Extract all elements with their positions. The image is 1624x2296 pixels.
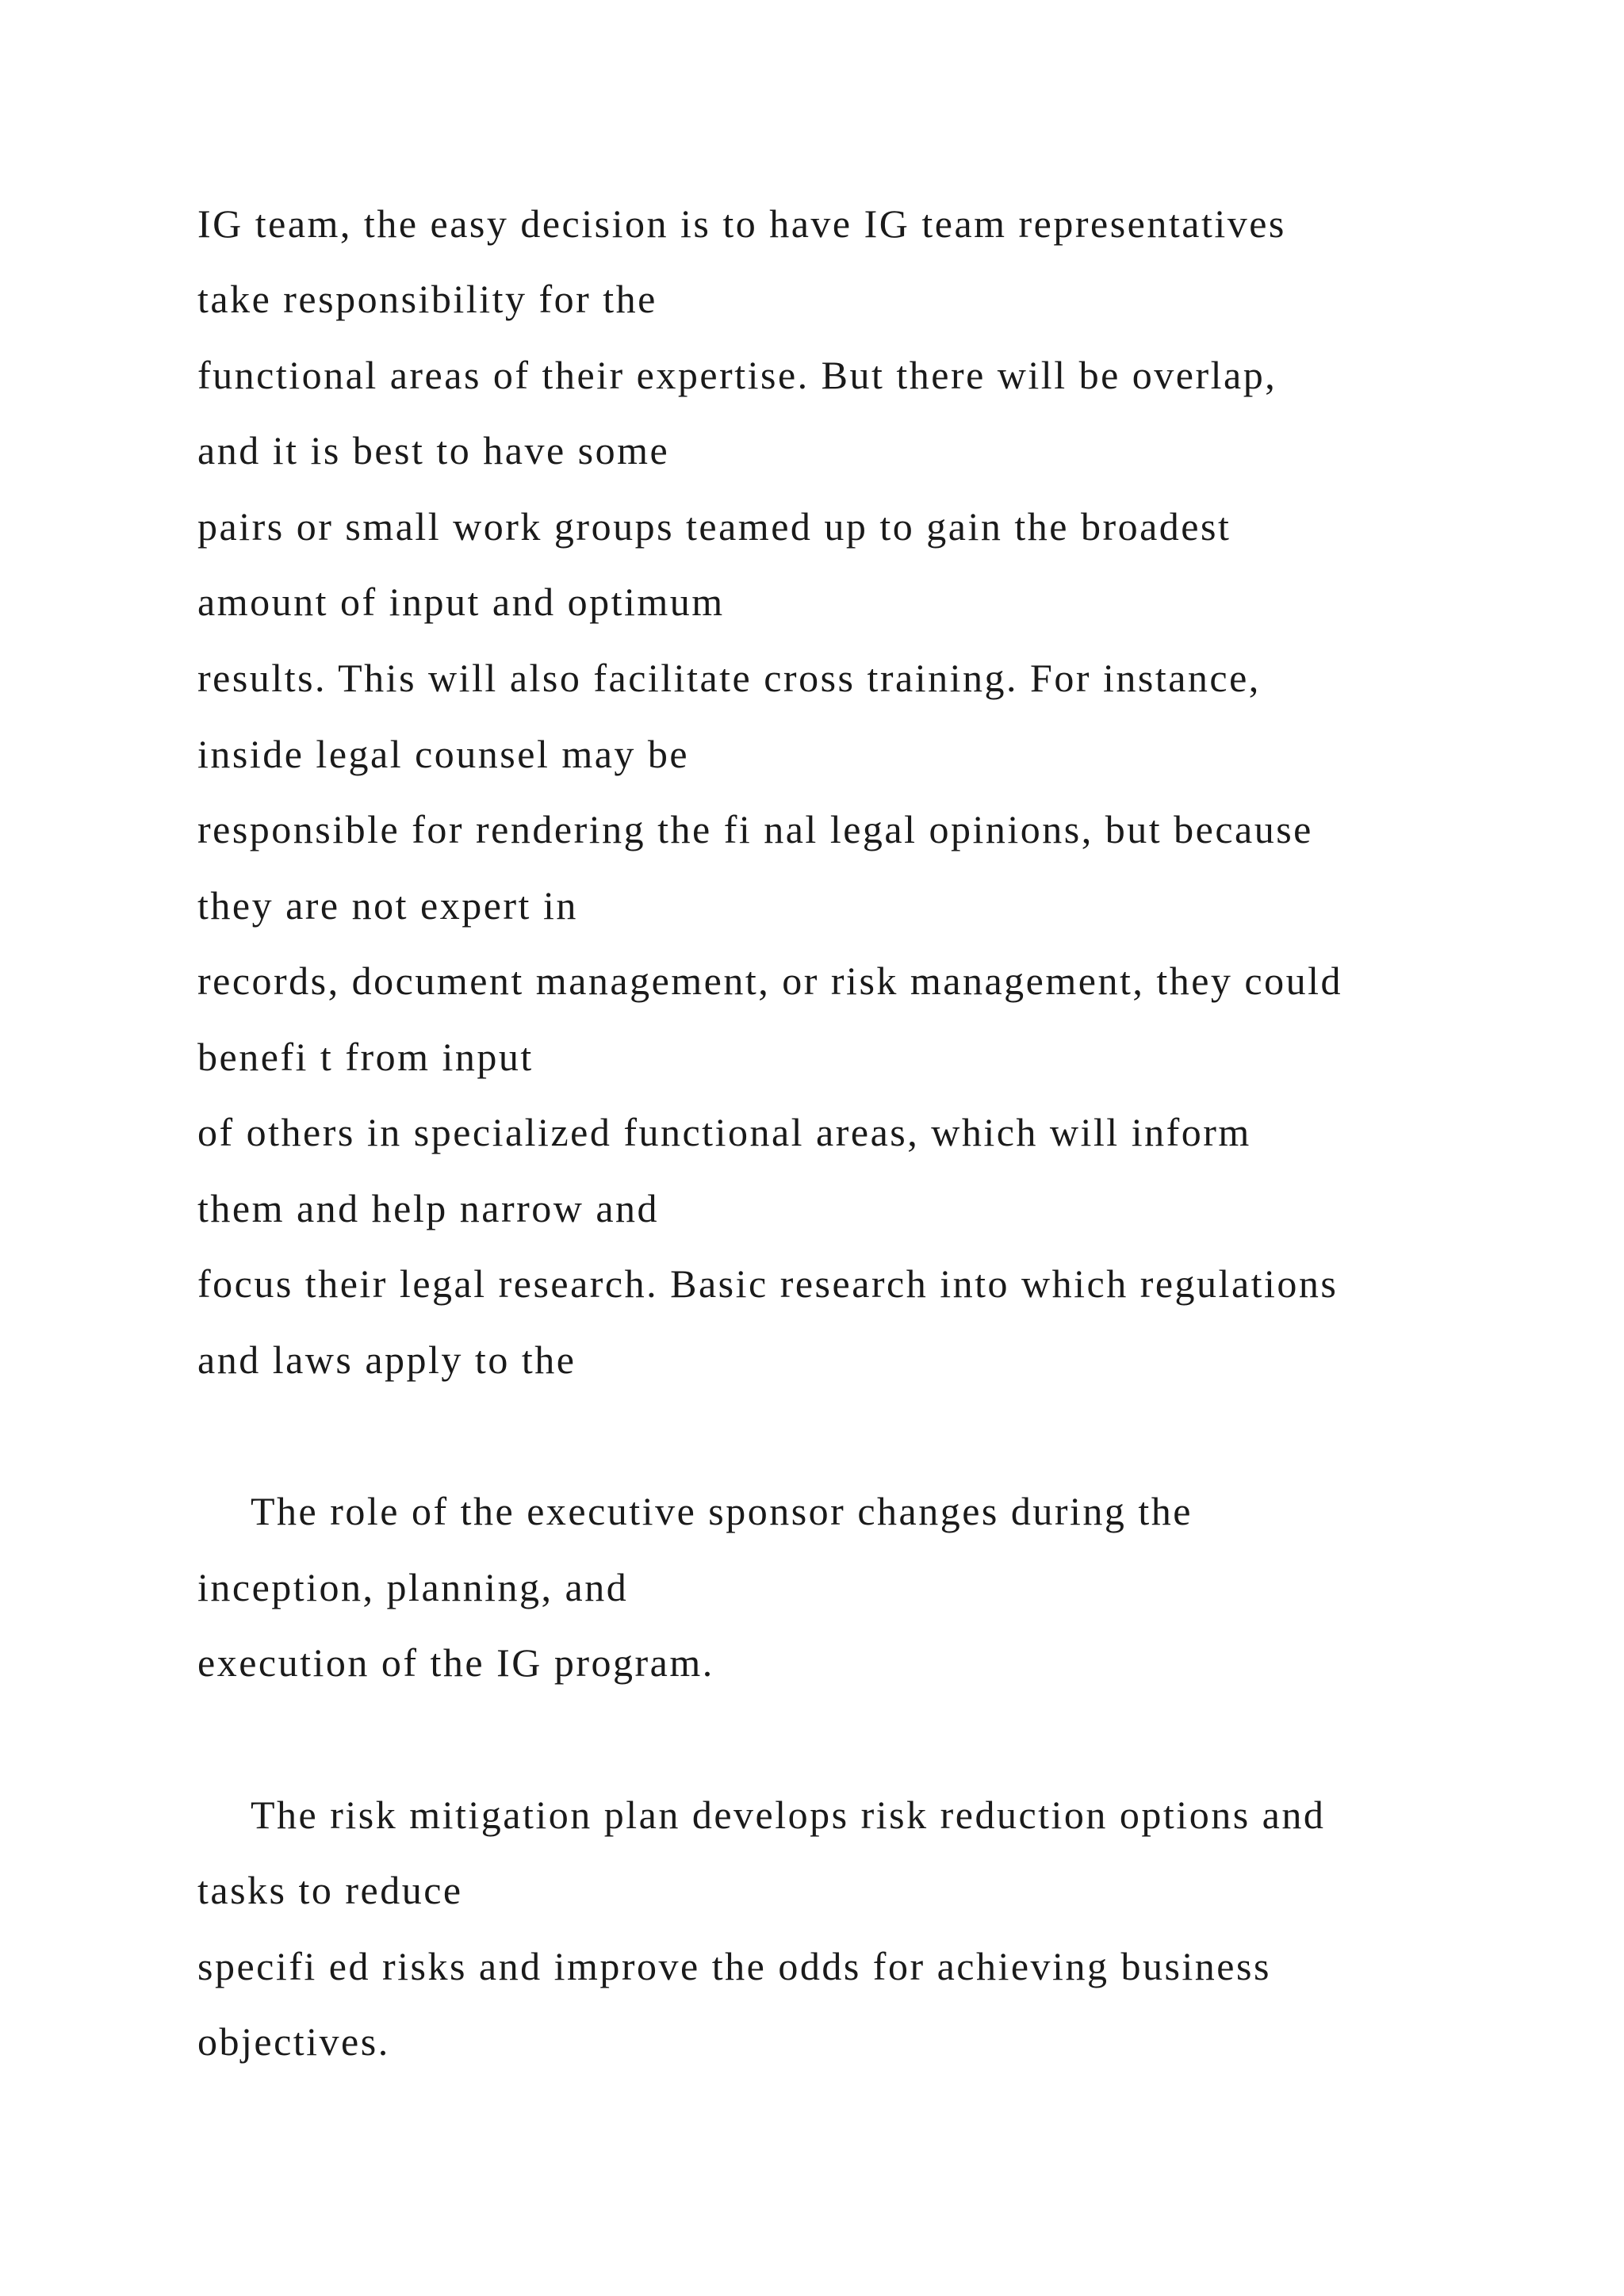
- text-line: results. This will also facilitate cross training. For instance,: [197, 656, 1261, 700]
- text-line: The role of the executive sponsor changes during the: [251, 1489, 1193, 1533]
- text-line: pairs or small work groups teamed up to gain the broadest: [197, 504, 1231, 549]
- text-line: objectives.: [197, 2019, 390, 2064]
- text-line: and laws apply to the: [197, 1337, 576, 1382]
- text-line: them and help narrow and: [197, 1186, 660, 1230]
- text-line: they are not expert in: [197, 883, 578, 928]
- text-line: records, document management, or risk management, they could: [197, 959, 1343, 1003]
- text-line: responsible for rendering the fi nal legal opinions, but because: [197, 807, 1313, 851]
- text-line: amount of input and optimum: [197, 580, 725, 624]
- text-line: tasks to reduce: [197, 1868, 463, 1912]
- text-line: The risk mitigation plan develops risk reduction options and: [251, 1793, 1326, 1837]
- text-line: inception, planning, and: [197, 1565, 629, 1609]
- text-line: IG team, the easy decision is to have IG team representatives: [197, 201, 1286, 246]
- text-line: functional areas of their expertise. But there will be overlap,: [197, 353, 1277, 397]
- text-line: inside legal counsel may be: [197, 732, 690, 776]
- text-line: focus their legal research. Basic research into which regulations: [197, 1261, 1339, 1306]
- text-line: benefi t from input: [197, 1035, 534, 1079]
- text-line: execution of the IG program.: [197, 1640, 714, 1685]
- text-line: specifi ed risks and improve the odds for achieving business: [197, 1944, 1271, 1988]
- text-line: take responsibility for the: [197, 277, 657, 321]
- text-line: of others in specialized functional areas, which will inform: [197, 1110, 1251, 1154]
- text-line: and it is best to have some: [197, 428, 670, 473]
